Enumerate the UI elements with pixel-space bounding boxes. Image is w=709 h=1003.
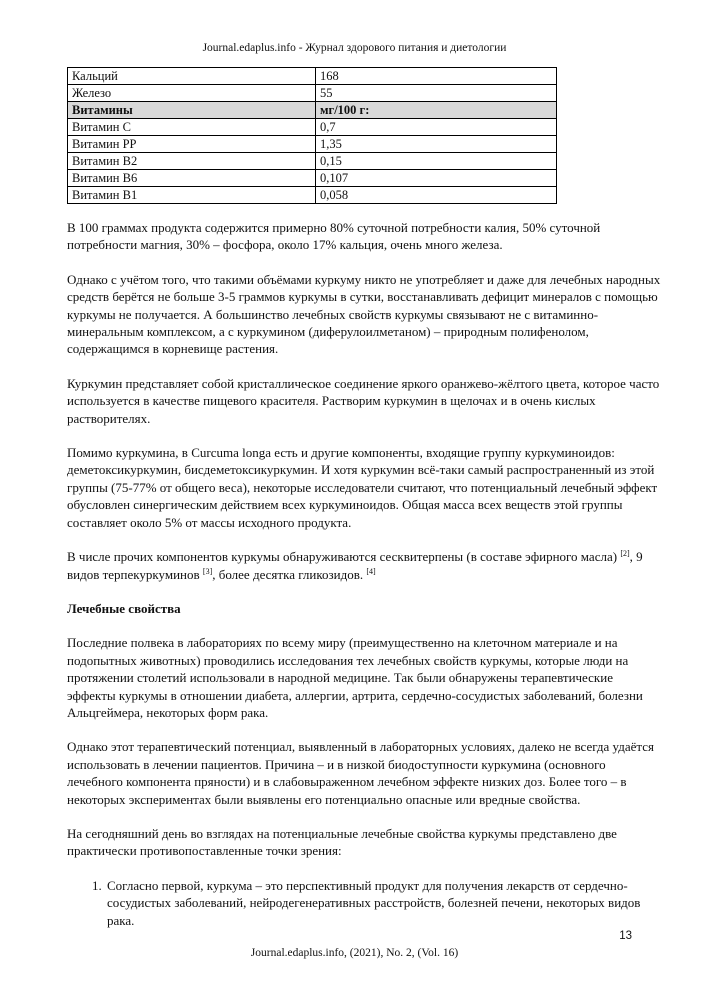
numbered-list <box>67 877 662 929</box>
page-header: Journal.edaplus.info - Журнал здорового питания и диетологии <box>202 42 507 54</box>
table-cell-value: 168 <box>316 68 557 85</box>
table-row <box>68 85 557 102</box>
table-section-header <box>68 102 557 119</box>
table-cell-name: Железо <box>68 85 316 102</box>
table-cell-name: Витамин С <box>68 119 316 136</box>
paragraph: Помимо куркумина, в Curcuma longa есть и другие компоненты, входящие группу куркуминоидов: деметоксикуркумин, бисдеметоксикуркумин. И хотя куркумин всё-таки самый распространенный из этой группы (75-77% от общего веса), некоторые исследователи считают, что потенциальный лечебный эффект обусловлен синергическим действием всех куркуминоидов. Общая масса всех веществ этой группы составляет около 5% от массы исходного продукта. <box>67 445 658 530</box>
article-body <box>67 219 662 929</box>
table-row <box>68 68 557 85</box>
paragraph: Последние полвека в лабораториях по всему миру (преимущественно на клеточном материале и на подопытных животных) проводились исследования тех лечебных свойств куркумы, которые люди на протяжении столетий использовали в народной медицине. Так были обнаружены терапевтические эффекты куркумы в отношении диабета, аллергии, артрита, сердечно-сосудистых заболеваний, болезни Альцгеймера, некоторых форм рака. <box>67 635 643 720</box>
table-row <box>68 136 557 153</box>
paragraph-with-citations <box>67 548 662 583</box>
paragraph: В 100 граммах продукта содержится примерно 80% суточной потребности калия, 50% суточной потребности магния, 30% – фосфора, около 17% кальция, очень много железа. <box>67 220 601 253</box>
table-cell-name: Витамин В1 <box>68 187 316 204</box>
paragraph: Куркумин представляет собой кристаллическое соединение яркого оранжево-жёлтого цвета, которое часто используется в качестве пищевого красителя. Растворим куркумин в щелочах и в очень кислых растворителях. <box>67 375 660 426</box>
table-cell-value: 0,15 <box>316 153 557 170</box>
table-row <box>68 153 557 170</box>
paragraph-text: , более десятка гликозидов. <box>212 566 364 582</box>
paragraph-text: , 9 видов терпекуркуминов <box>67 549 643 582</box>
table-cell-value: 55 <box>316 85 557 102</box>
table-header-name: Витамины <box>68 102 316 119</box>
table-cell-name: Витамин В2 <box>68 153 316 170</box>
nutrition-table <box>67 67 557 204</box>
table-cell-value: 0,058 <box>316 187 557 204</box>
paragraph: Однако этот терапевтический потенциал, выявленный в лабораторных условиях, далеко не всегда удаётся использовать в лечении пациентов. Причина – и в низкой биодоступности куркумина (основного лечебного компонента пряности) и в слабовыраженном лечебном эффекте низких доз. Более того – в некоторых экспериментах были выявлены его потенциально опасные или вредные свойства. <box>67 739 654 807</box>
table-row <box>68 187 557 204</box>
table-cell-name: Витамин В6 <box>68 170 316 187</box>
table-cell-value: 1,35 <box>316 136 557 153</box>
paragraph: Однако с учётом того, что такими объёмами куркуму никто не употребляет и даже для лечебных народных средств берётся не больше 3-5 граммов куркумы в сутки, восстанавливать дефицит минералов с помощью куркумы не получается. А большинство лечебных свойств куркумы связывают не с витаминно-минеральным комплексом, а с куркумином (диферулоилметаном) – природным полифенолом, содержащимся в корневище растения. <box>67 271 661 357</box>
table-cell-name: Кальций <box>68 68 316 85</box>
section-heading: Лечебные свойства <box>67 600 181 616</box>
table-cell-value: 0,107 <box>316 170 557 187</box>
paragraph: На сегодняшний день во взглядах на потенциальные лечебные свойства куркумы представлено две практически противопоставленные точки зрения: <box>67 825 617 859</box>
table-header-unit: мг/100 г: <box>316 102 557 119</box>
list-item: 1. Согласно первой, куркума – это перспективный продукт для получения лекарств от сердечно-сосудистых заболеваний, нейродегенеративных расстройств, болезней печени, некоторых видов рака. <box>105 877 662 929</box>
table-row <box>68 170 557 187</box>
paragraph-text: В числе прочих компонентов куркумы обнаруживаются сесквитерпены (в составе эфирного масла) <box>67 549 618 565</box>
table-cell-value: 0,7 <box>316 119 557 136</box>
page-number: 13 <box>619 930 632 942</box>
table-cell-name: Витамин РР <box>68 136 316 153</box>
citation-ref[interactable]: [2] <box>620 549 630 559</box>
citation-ref[interactable]: [4] <box>366 566 376 576</box>
citation-ref[interactable]: [3] <box>202 566 213 576</box>
page-footer: Journal.edaplus.info, (2021), No. 2, (Vol. 16) <box>250 947 459 959</box>
table-row <box>68 119 557 136</box>
